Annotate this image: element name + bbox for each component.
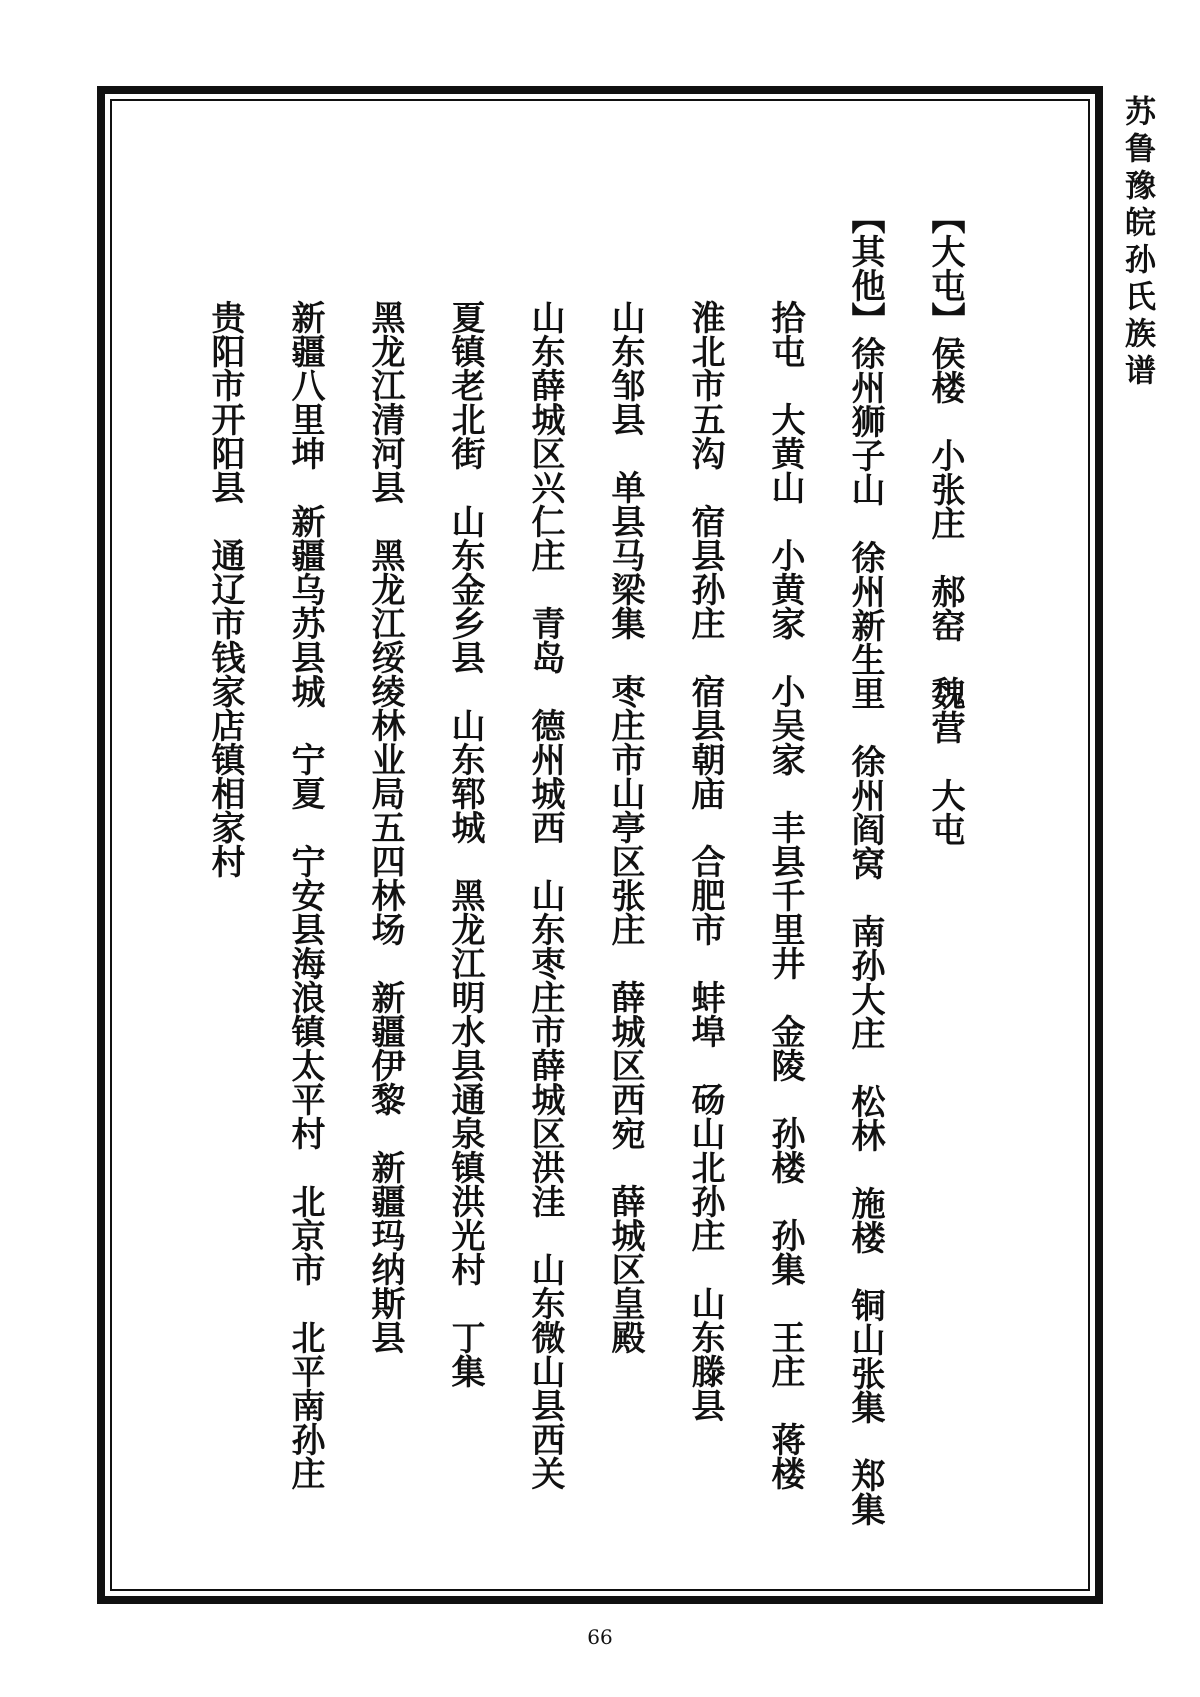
column-3 (765, 300, 805, 1640)
section-heading-other: 【其他】 (845, 200, 885, 336)
column-2 (845, 200, 885, 1540)
column-text: 黑龙江清河县 黑龙江绥绫林业局五四林场 新疆伊黎 新疆玛纳斯县 (365, 300, 405, 1354)
column-8 (365, 300, 405, 1640)
page-number: 66 (587, 1625, 613, 1649)
column-10 (205, 300, 245, 1640)
book-title: 苏鲁豫皖孙氏族谱 (1119, 95, 1155, 391)
column-9 (285, 300, 325, 1640)
column-text: 山东薛城区兴仁庄 青岛 德州城西 山东枣庄市薛城区洪洼 山东微山县西关 (525, 300, 565, 1490)
column-text: 徐州狮子山 徐州新生里 徐州阎窝 南孙大庄 松林 施楼 铜山张集 郑集 (845, 336, 885, 1526)
section-heading-datun: 【大屯】 (925, 200, 965, 336)
column-1 (925, 200, 965, 1540)
column-text: 贵阳市开阳县 通辽市钱家店镇相家村 (205, 300, 245, 878)
column-5 (605, 300, 645, 1640)
column-text: 山东邹县 单县马梁集 枣庄市山亭区张庄 薛城区西宛 薛城区皇殿 (605, 300, 645, 1354)
column-text: 侯楼 小张庄 郝窑 魏营 大屯 (925, 336, 965, 846)
column-text: 新疆八里坤 新疆乌苏县城 宁夏 宁安县海浪镇太平村 北京市 北平南孙庄 (285, 300, 325, 1490)
column-4 (685, 300, 725, 1640)
column-text: 夏镇老北街 山东金乡县 山东郓城 黑龙江明水县通泉镇洪光村 丁集 (445, 300, 485, 1388)
column-6 (525, 300, 565, 1640)
column-7 (445, 300, 485, 1640)
column-text: 淮北市五沟 宿县孙庄 宿县朝庙 合肥市 蚌埠 砀山北孙庄 山东滕县 (685, 300, 725, 1422)
column-text: 拾屯 大黄山 小黄家 小吴家 丰县千里井 金陵 孙楼 孙集 王庄 蒋楼 (765, 300, 805, 1490)
